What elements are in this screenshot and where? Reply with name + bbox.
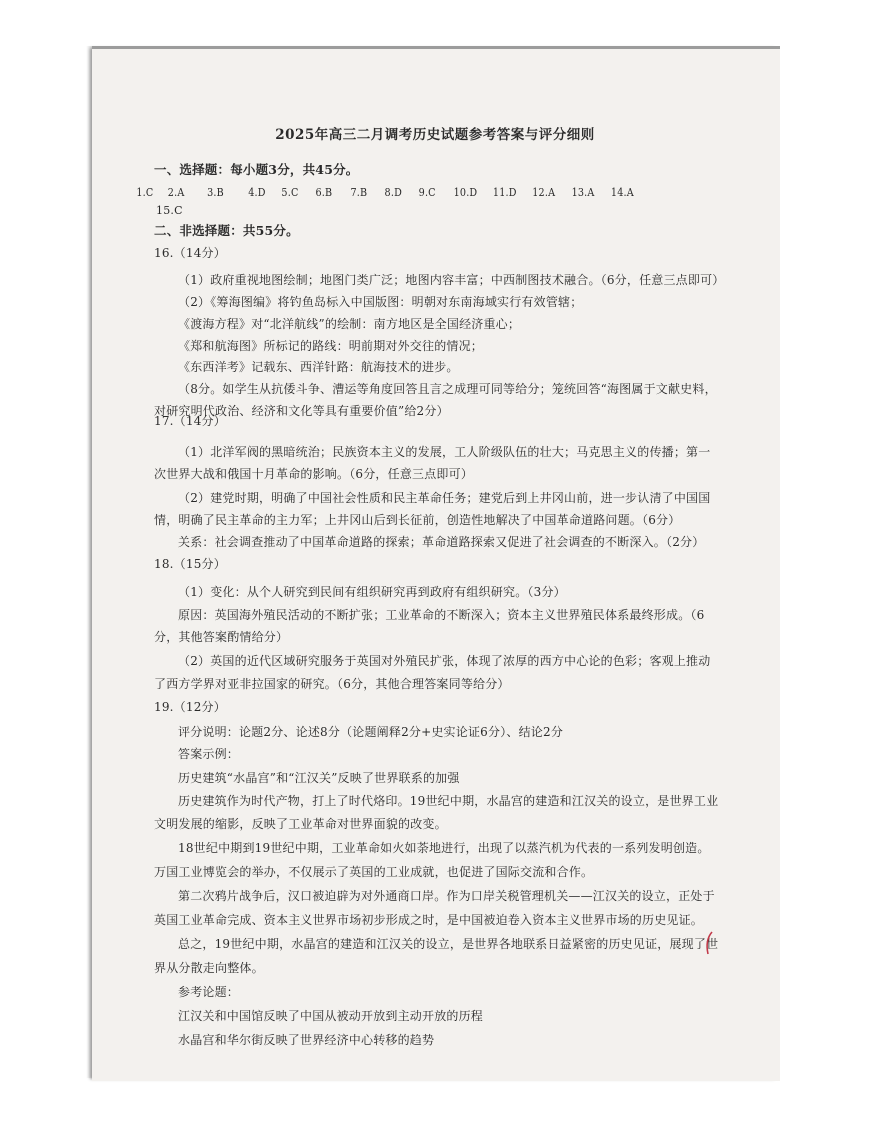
q19-number: 19.（12分） [154, 700, 226, 714]
q17-line-5: 关系：社会调查推动了中国革命道路的探索；革命道路探索又促进了社会调查的不断深入。（2分） [178, 535, 705, 549]
q18-line-3: 分，其他答案酌情给分） [154, 630, 289, 644]
handwritten-grading-mark [702, 930, 718, 956]
q19-line-9: 英国工业革命完成、资本主义世界市场初步形成之时，是中国被迫卷入资本主义世界市场的历史见证。 [154, 913, 704, 927]
q19-line-6: 18世纪中期到19世纪中期，工业革命如火如荼地进行，出现了以蒸汽机为代表的一系列发明创造。 [178, 841, 710, 855]
q17-line-2: 次世界大战和俄国十月革命的影响。（6分，任意三点即可） [154, 467, 474, 481]
q16-line-2: （2）《筹海图编》将钓鱼岛标入中国版图：明朝对东南海域实行有效管辖； [178, 295, 583, 309]
q16-line-6: （8分。如学生从抗倭斗争、漕运等角度回答且言之成理可同等给分；笼统回答“海图属于文献史料， [178, 382, 717, 396]
section2-heading: 二、非选择题：共55分。 [154, 223, 299, 238]
answer-11: 11.D [492, 186, 517, 199]
q19-line-3: 历史建筑“水晶宫”和“江汉关”反映了世界联系的加强 [178, 771, 460, 785]
q16-line-1: （1）政府重视地图绘制；地图门类广泛；地图内容丰富；中西制图技术融合。（6分，任意三点即可） [178, 273, 725, 287]
answer-5: 5.C [281, 186, 299, 199]
q17-number: 17.（14分） [154, 414, 226, 428]
q19-line-14: 水晶宫和华尔街反映了世界经济中心转移的趋势 [178, 1033, 435, 1047]
answer-12: 12.A [532, 186, 556, 199]
q18-line-4: （2）英国的近代区域研究服务于英国对外殖民扩张，体现了浓厚的西方中心论的色彩；客观上推动 [178, 654, 711, 668]
q16-number: 16.（14分） [154, 246, 226, 260]
q19-line-8: 第二次鸦片战争后，汉口被迫辟为对外通商口岸。作为口岸关税管理机关——江汉关的设立，正处于 [178, 889, 715, 903]
q18-line-5: 了西方学界对亚非拉国家的研究。（6分，其他合理答案同等给分） [154, 677, 510, 691]
answer-10: 10.D [453, 186, 478, 199]
answer-8: 8.D [384, 186, 402, 199]
choice-answers-row [0, 185, 760, 201]
q19-line-5: 文明发展的缩影，反映了工业革命对世界面貌的改变。 [154, 817, 447, 831]
q16-line-7: 对研究明代政治、经济和文化等具有重要价值”给2分） [154, 404, 449, 418]
section1-heading: 一、选择题：每小题3分，共45分。 [154, 162, 359, 177]
answer-1: 1.C [136, 186, 154, 199]
answer-15: 15.C [156, 204, 183, 217]
answer-14: 14.A [610, 186, 634, 199]
q16-line-4: 《郑和航海图》所标记的路线：明前期对外交往的情况； [178, 339, 484, 353]
q17-line-3: （2）建党时期，明确了中国社会性质和民主革命任务；建党后到上井冈山前，进一步认清了中国国 [178, 491, 711, 505]
q17-line-4: 情，明确了民主革命的主力军；上井冈山后到长征前，创造性地解决了中国革命道路问题。（6分） [154, 513, 681, 527]
q17-line-1: （1）北洋军阀的黑暗统治；民族资本主义的发展，工人阶级队伍的壮大；马克思主义的传播；第一 [178, 445, 711, 459]
q18-line-2: 原因：英国海外殖民活动的不断扩张；工业革命的不断深入；资本主义世界殖民体系最终形成。（6 [178, 608, 705, 622]
answer-7: 7.B [350, 186, 368, 199]
answer-9: 9.C [418, 186, 436, 199]
q18-line-1: （1）变化：从个人研究到民间有组织研究再到政府有组织研究。（3分） [178, 585, 566, 599]
q19-line-4: 历史建筑作为时代产物，打上了时代烙印。19世纪中期，水晶宫的建造和江汉关的设立，是世界工业 [178, 794, 719, 808]
q16-line-5: 《东西洋考》记载东、西洋针路：航海技术的进步。 [178, 360, 459, 374]
document-title: 2025年高三二月调考历史试题参考答案与评分细则 [275, 127, 595, 143]
q19-line-7: 万国工业博览会的举办，不仅展示了英国的工业成就，也促进了国际交流和合作。 [154, 865, 594, 879]
answer-3: 3.B [207, 186, 224, 199]
q19-line-1: 评分说明：论题2分、论述8分（论题阐释2分+史实论证6分）、结论2分 [178, 725, 564, 739]
q19-line-13: 江汉关和中国馆反映了中国从被动开放到主动开放的历程 [178, 1009, 484, 1023]
answer-6: 6.B [315, 186, 333, 199]
answer-2: 2.A [167, 186, 185, 199]
q19-line-10: 总之，19世纪中期，水晶宫的建造和江汉关的设立，是世界各地联系日益紧密的历史见证，展现了世 [178, 937, 719, 951]
answer-4: 4.D [248, 186, 266, 199]
q19-line-11: 界从分散走向整体。 [154, 961, 264, 975]
q19-line-12: 参考论题： [178, 985, 240, 999]
answer-13: 13.A [571, 186, 595, 199]
q18-number: 18.（15分） [154, 557, 226, 571]
q19-line-2: 答案示例： [178, 747, 240, 761]
q16-line-3: 《渡海方程》对“北洋航线”的绘制：南方地区是全国经济重心； [178, 317, 521, 331]
